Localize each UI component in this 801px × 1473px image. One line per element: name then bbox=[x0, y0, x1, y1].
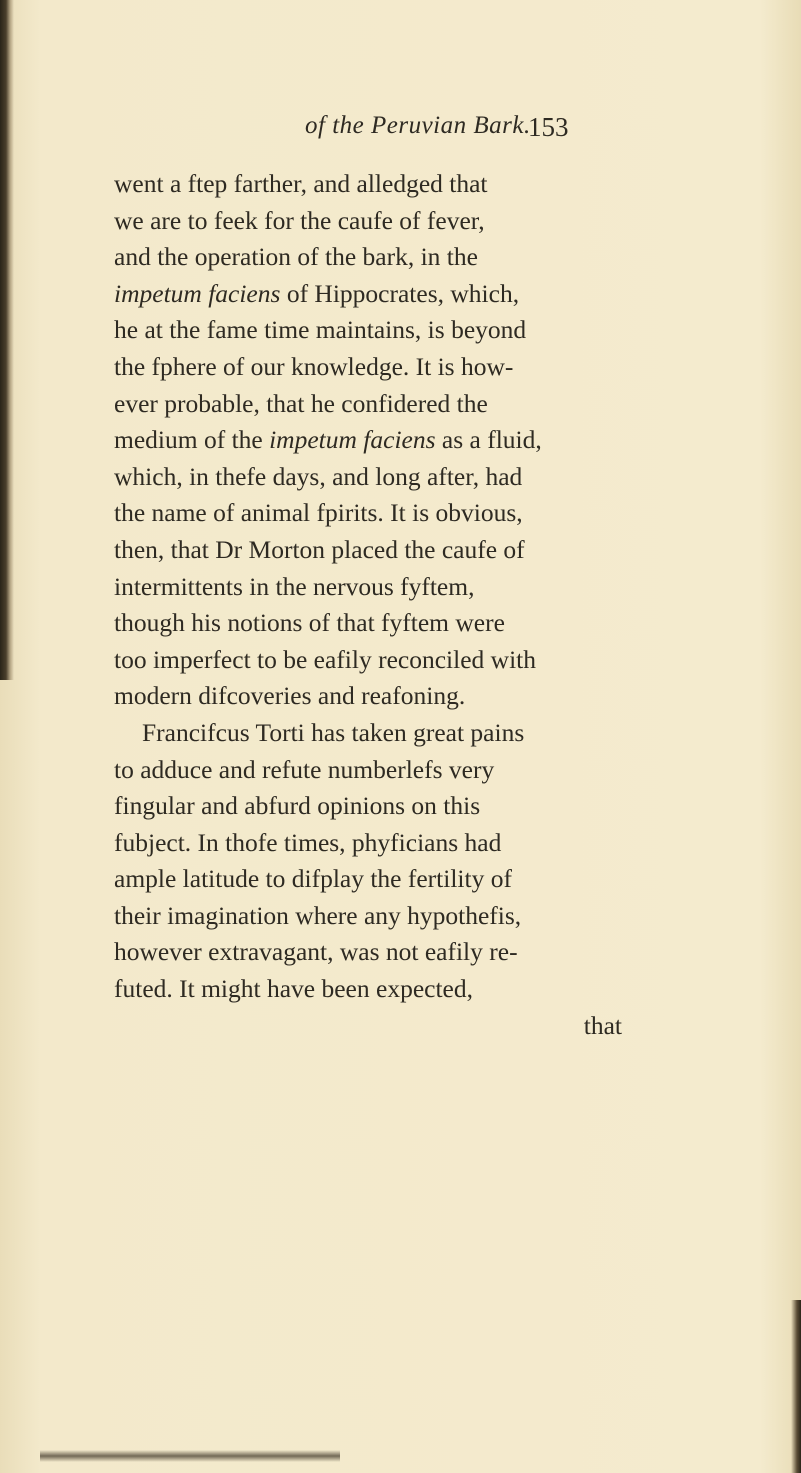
text-line: ever probable, that he confidered the bbox=[114, 388, 488, 418]
text-line: fubject. In thofe times, phyficians had bbox=[114, 827, 502, 857]
binding-shadow-left bbox=[0, 0, 14, 680]
text-line: modern difcoveries and reafoning. bbox=[114, 681, 466, 711]
text-line: and the operation of the bark, in the bbox=[114, 242, 478, 272]
text-line: futed. It might have been expected, bbox=[114, 974, 473, 1004]
binding-shadow-right bbox=[791, 1300, 801, 1473]
text-line: however extravagant, was not eafily re- bbox=[114, 937, 518, 967]
body-text bbox=[114, 166, 654, 1044]
text-line: intermittents in the nervous fyftem, bbox=[114, 571, 475, 601]
paragraph-start-line: Francifcus Torti has taken great pains bbox=[142, 717, 525, 747]
text-line: though his notions of that fyftem were bbox=[114, 608, 505, 638]
text-line: then, that Dr Morton placed the caufe of bbox=[114, 534, 525, 564]
text-line: the name of animal fpirits. It is obvious, bbox=[114, 498, 523, 528]
running-title: of the Peruvian Bark. bbox=[305, 112, 531, 139]
text-line: he at the fame time maintains, is beyond bbox=[114, 315, 527, 345]
text-line: went a ftep farther, and alledged that bbox=[114, 169, 488, 198]
text-line: impetum faciens of Hippocrates, which, bbox=[114, 278, 520, 308]
text-line: their imagination where any hypothefis, bbox=[114, 900, 522, 930]
text-line: to adduce and refute numberlefs very bbox=[114, 754, 495, 784]
page-number: 153 bbox=[528, 112, 569, 142]
text-line: we are to feek for the caufe of fever, bbox=[114, 205, 485, 235]
text-line: fingular and abfurd opinions on this bbox=[114, 791, 481, 821]
running-head bbox=[0, 112, 801, 152]
text-line: which, in thefe days, and long after, had bbox=[114, 461, 523, 491]
italic-phrase: impetum faciens bbox=[114, 278, 281, 308]
text-line: the fphere of our knowledge. It is how- bbox=[114, 351, 514, 381]
text-line: ample latitude to difplay the fertility of bbox=[114, 864, 512, 894]
text-line: too imperfect to be eafily reconciled with bbox=[114, 644, 536, 674]
catchword: that bbox=[583, 1010, 622, 1040]
italic-phrase: impetum faciens bbox=[269, 425, 436, 455]
page-stain bbox=[40, 1450, 340, 1462]
text-line: medium of the impetum faciens as a fluid, bbox=[114, 425, 542, 455]
